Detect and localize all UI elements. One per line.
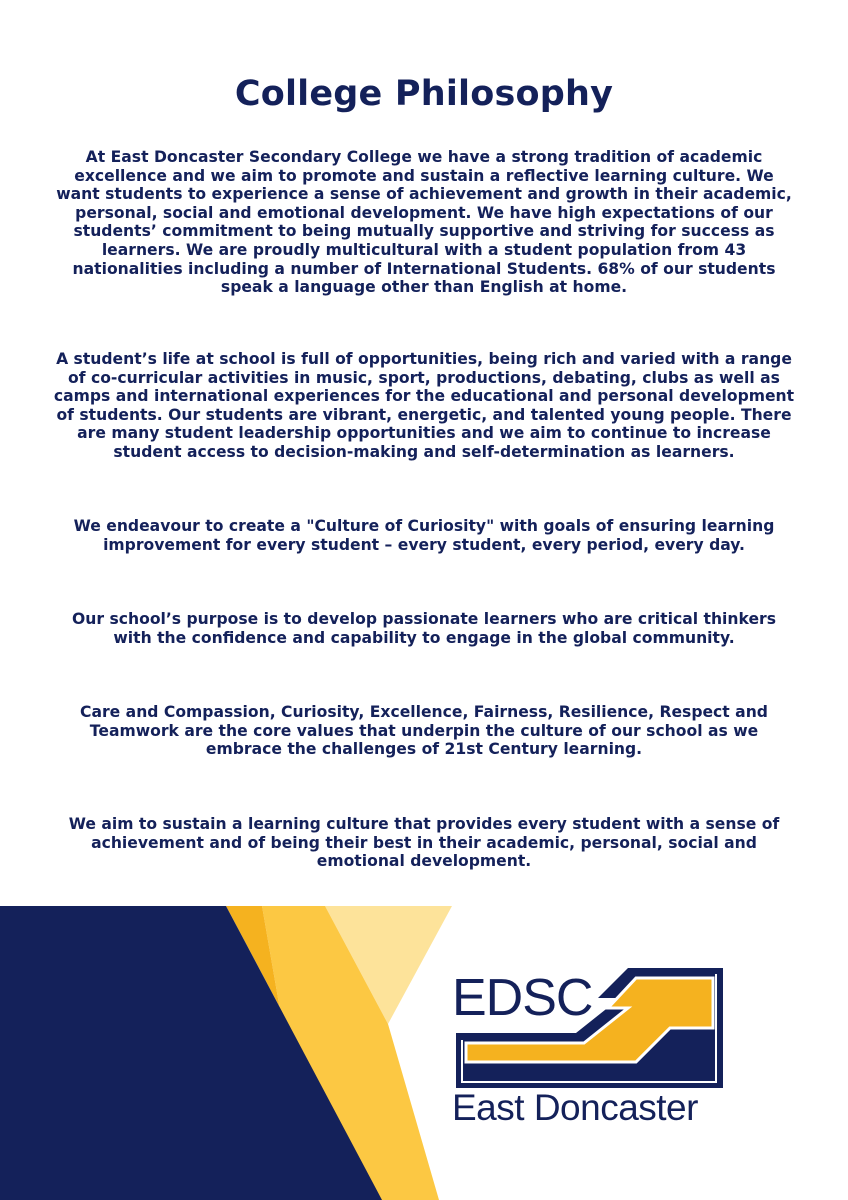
paragraph-academic-tradition: At East Doncaster Secondary College we have a strong tradition of academic excellence and we aim to promote and sustain a reflective learning culture. We want students to experience a sense of achievement and growth in their academic, personal, social and emotional development. We have high expectations of our students’ commitment to being mutually supportive and striving for success as learners. We are proudly multicultural with a student population from 43 nationalities including a number of International Students. 68% of our students speak a language other than English at home. [56,148,792,297]
paragraph-culture-of-curiosity: We endeavour to create a "Culture of Curiosity" with goals of ensuring learning improvement for every student – every student, every period, every day. [73,517,775,554]
page-title: College Philosophy [234,74,614,114]
edsc-logo [448,960,738,1140]
logo-abbreviation: EDSC [452,969,593,1027]
logo-school-name: East Doncaster [452,1087,698,1128]
paragraph-learning-culture: We aim to sustain a learning culture that provides every student with a sense of achievement and of being their best in their academic, personal, social and emotional development. [68,815,780,871]
paragraph-school-purpose: Our school’s purpose is to develop passionate learners who are critical thinkers with the confidence and capability to engage in the global community. [72,610,776,647]
paragraph-core-values: Care and Compassion, Curiosity, Excellence, Fairness, Resilience, Respect and Teamwork are the core values that underpin the culture of our school as we embrace the challenges of 21st Century learning. [80,703,768,759]
paragraph-student-life: A student’s life at school is full of opportunities, being rich and varied with a range of co-curricular activities in music, sport, productions, debating, clubs as well as camps and international experiences for the educational and personal development of students. Our students are vibrant, energetic, and talented young people. There are many student leadership opportunities and we aim to continue to increase student access to decision-making and self-determination as learners. [53,350,795,461]
